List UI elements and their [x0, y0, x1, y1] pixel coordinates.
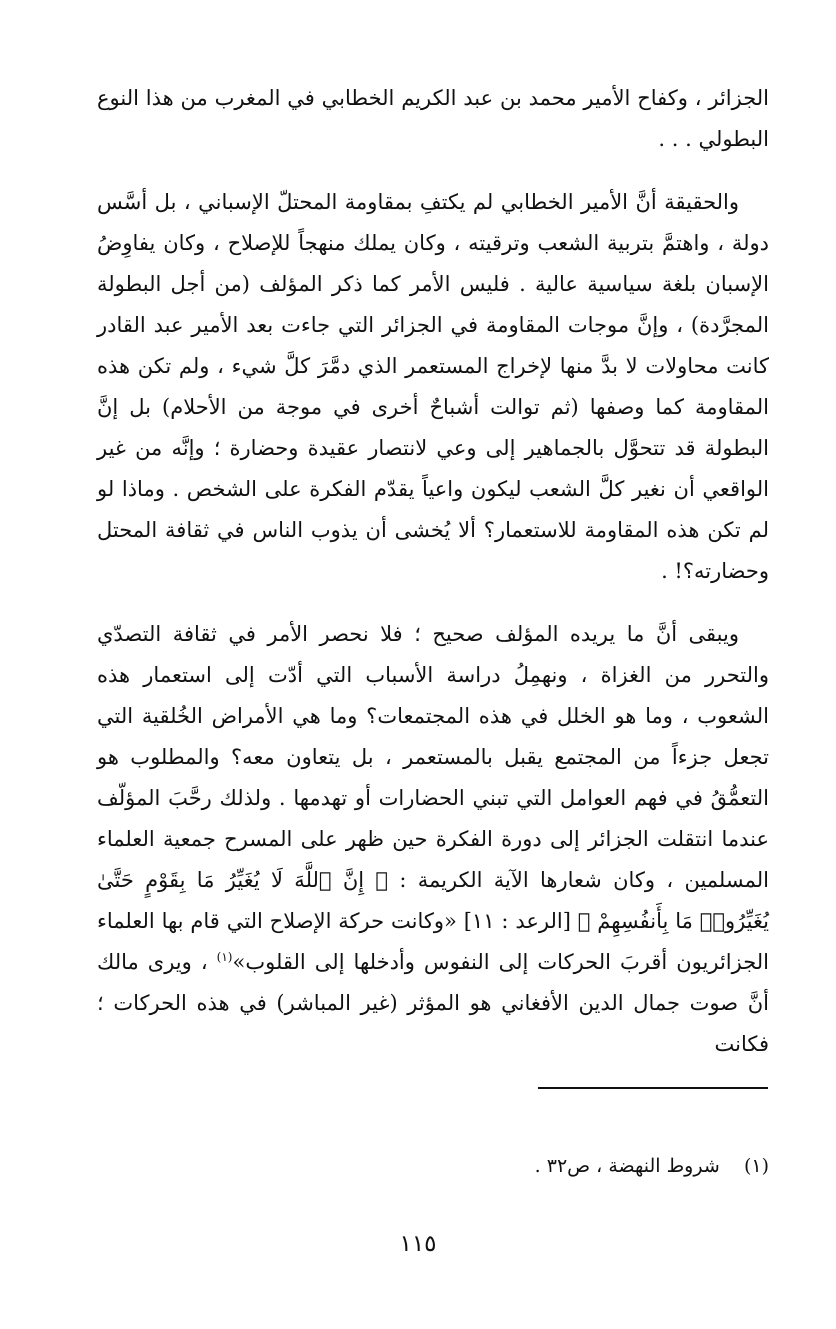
paragraph-3 — [97, 614, 769, 1065]
footnote-reference: (١) — [216, 950, 233, 964]
paragraph-1: الجزائر ، وكفاح الأمير محمد بن عبد الكريم الخطابي في المغرب من هذا النوع البطولي . . . — [97, 86, 769, 151]
footnote — [97, 1151, 769, 1181]
footnote-number: (١) — [743, 1155, 769, 1177]
page-number: ١١٥ — [399, 1231, 437, 1257]
paragraph-3-end: ، ويرى مالك أنَّ صوت جمال الدين الأفغاني هو المؤثر (غير المباشر) في هذه الحركات ؛ فكانت — [97, 950, 769, 1056]
footnote-divider — [538, 1087, 768, 1089]
paragraph-2: والحقيقة أنَّ الأمير الخطابي لم يكتفِ بمقاومة المحتلّ الإسباني ، بل أسَّس دولة ، واهتمَّ بتربية الشعب وترقيته ، وكان يملك منهجاً للإصلاح ، وكان يفاوِضُ الإسبان بلغة سياسية عالية . فليس الأمر كما ذكر المؤلف (من أجل البطولة المجرَّدة) ، وإنَّ موجات المقاومة في الجزائر التي جاءت بعد الأمير عبد القادر كانت محاولات لا بدَّ منها لإخراج المستعمر الذي دمَّرَ كلَّ شيء ، ولم تكن هذه المقاومة كما وصفها (ثم توالت أشباحٌ أخرى في موجة من الأحلام) بل إنَّ البطولة قد تتحوَّل بالجماهير إلى وعي لانتصار عقيدة وحضارة ؛ وإنَّه من غير الواقعي أن نغير كلَّ الشعب ليكون واعياً يقدّم الفكرة على الشخص . وماذا لو لم تكن هذه المقاومة للاستعمار؟ ألا يُخشى أن يذوب الناس في ثقافة المحتل وحضارته؟! . — [97, 190, 769, 583]
footnote-text: شروط النهضة ، ص٣٢ . — [534, 1155, 720, 1177]
body-text — [97, 78, 769, 1087]
paragraph-3-text: ويبقى أنَّ ما يريده المؤلف صحيح ؛ فلا نحصر الأمر في ثقافة التصدّي والتحرر من الغزاة ، ونهمِلُ دراسة الأسباب التي أدّت إلى استعمار هذه الشعوب ، وما هو الخلل في هذه المجتمعات؟ وما هي الأمراض الخُلقية التي تجعل جزءاً من المجتمع يقبل بالمستعمر ، بل يتعاون معه؟ والمطلوب هو التعمُّقُ في فهم العوامل التي تبني الحضارات أو تهدمها . ولذلك رحَّبَ المؤلّف عندما انتقلت الجزائر إلى دورة الفكرة حين ظهر على المسرح جمعية العلماء المسلمين ، وكان شعارها الآية الكريمة : ﴿ إِنَّ ٱللَّهَ لَا يُغَيِّرُ مَا بِقَوْمٍ حَتَّىٰ يُغَيِّرُوا۟ مَا بِأَنفُسِهِمْ ﴾ [الرعد : ١١] «وكانت حركة الإصلاح التي قام بها العلماء الجزائريون أقربَ الحركات إلى النفوس وأدخلها إلى القلوب» — [97, 622, 769, 974]
